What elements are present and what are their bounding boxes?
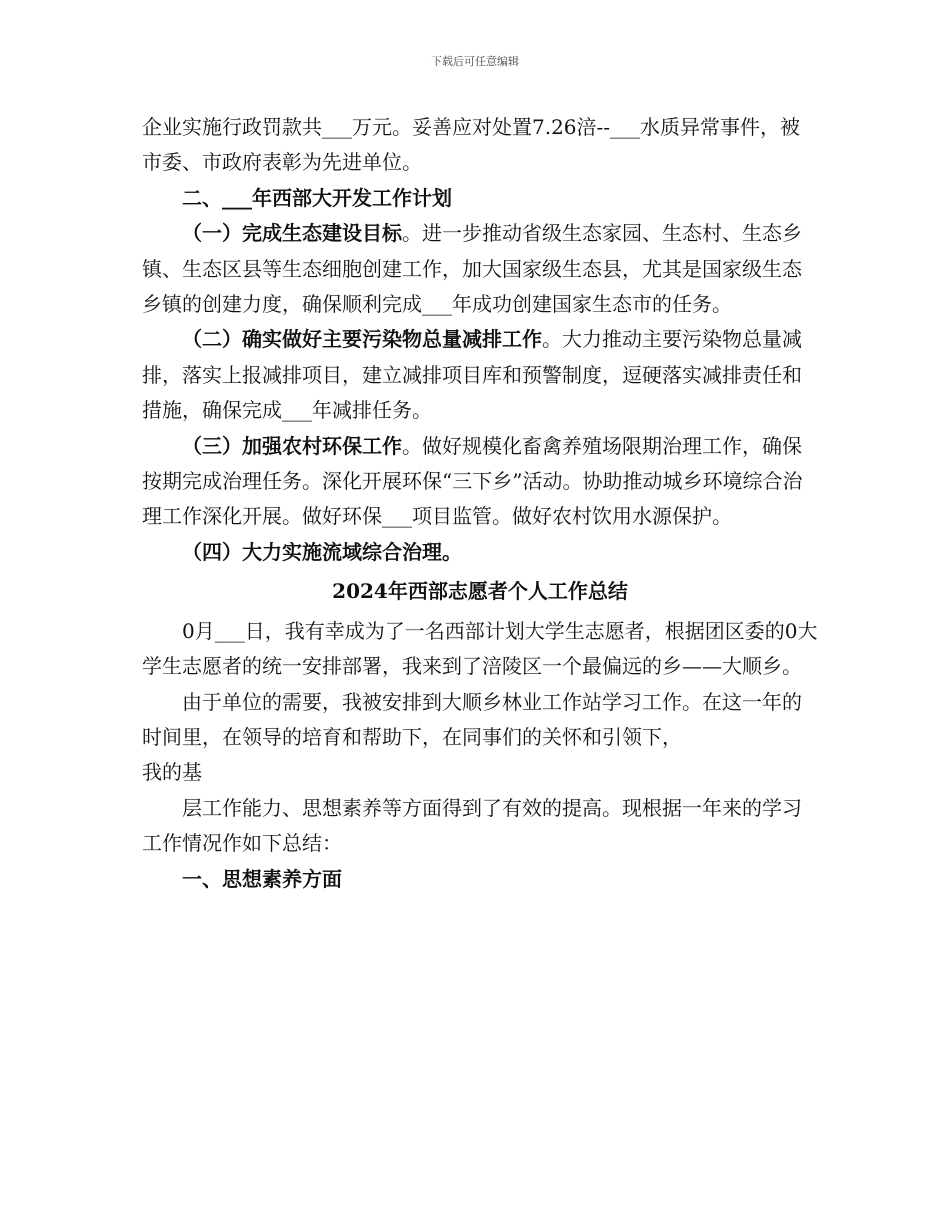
plan-item-1 (142, 216, 818, 322)
plan-item-2 (142, 322, 818, 428)
plan-item-3 (142, 429, 818, 535)
paragraph: 由于单位的需要，我被安排到大顺乡林业工作站学习工作。在这一年的时间里，在领导的培育和帮助下，在同事们的关怀和引领下， (142, 689, 802, 749)
section-heading: 一、思想素养方面 (182, 866, 342, 891)
paragraph: 企业实施行政罚款共___万元。妥善应对处置7.26涪--___水质异常事件，被市委、市政府表彰为先进单位。 (142, 115, 801, 175)
plan-item-text: 。进一步推动省级生态家园、生态村、生态乡镇、生态区县等生态细胞创建工作，加大国家级生态县，尤其是国家级生态乡镇的创建力度，确保顺利完成___年成功创建国家生态市的任务。 (142, 221, 802, 317)
paragraph-fragment: 我的基 (142, 760, 202, 785)
plan-item-lead: （一）完成生态建设目标 (182, 221, 402, 246)
paragraph: 0月___日，我有幸成为了一名西部计划大学生志愿者，根据团区委的0大学生志愿者的统一安排部署，我来到了涪陵区一个最偏远的乡——大顺乡。 (142, 618, 818, 679)
plan-item-4 (142, 535, 818, 570)
document-body (142, 110, 818, 897)
plan-item-lead: （三）加强农村环保工作 (182, 433, 402, 458)
paragraph: 层工作能力、思想素养等方面得到了有效的提高。现根据一年来的学习工作情况作如下总结： (142, 795, 802, 856)
page-header: 下载后可任意编辑 (431, 55, 519, 68)
plan-item-lead: （二）确实做好主要污染物总量减排工作 (182, 327, 542, 352)
section-heading: 二、___年西部大开发工作计划 (182, 185, 452, 210)
document-title: 2024年西部志愿者个人工作总结 (332, 579, 628, 604)
plan-item-lead: （四）大力实施流域综合治理。 (182, 539, 462, 564)
plan-item-text: 。做好规模化畜禽养殖场限期治理工作，确保按期完成治理任务。深化开展环保“三下乡”活动。协助推动城乡环境综合治理工作深化开展。做好环保___项目监管。做好农村饮用水源保护。 (142, 433, 803, 529)
plan-item-text: 。大力推动主要污染物总量减排，落实上报减排项目，建立减排项目库和预警制度，逗硬落实减排责任和措施，确保完成___年减排任务。 (142, 327, 802, 423)
